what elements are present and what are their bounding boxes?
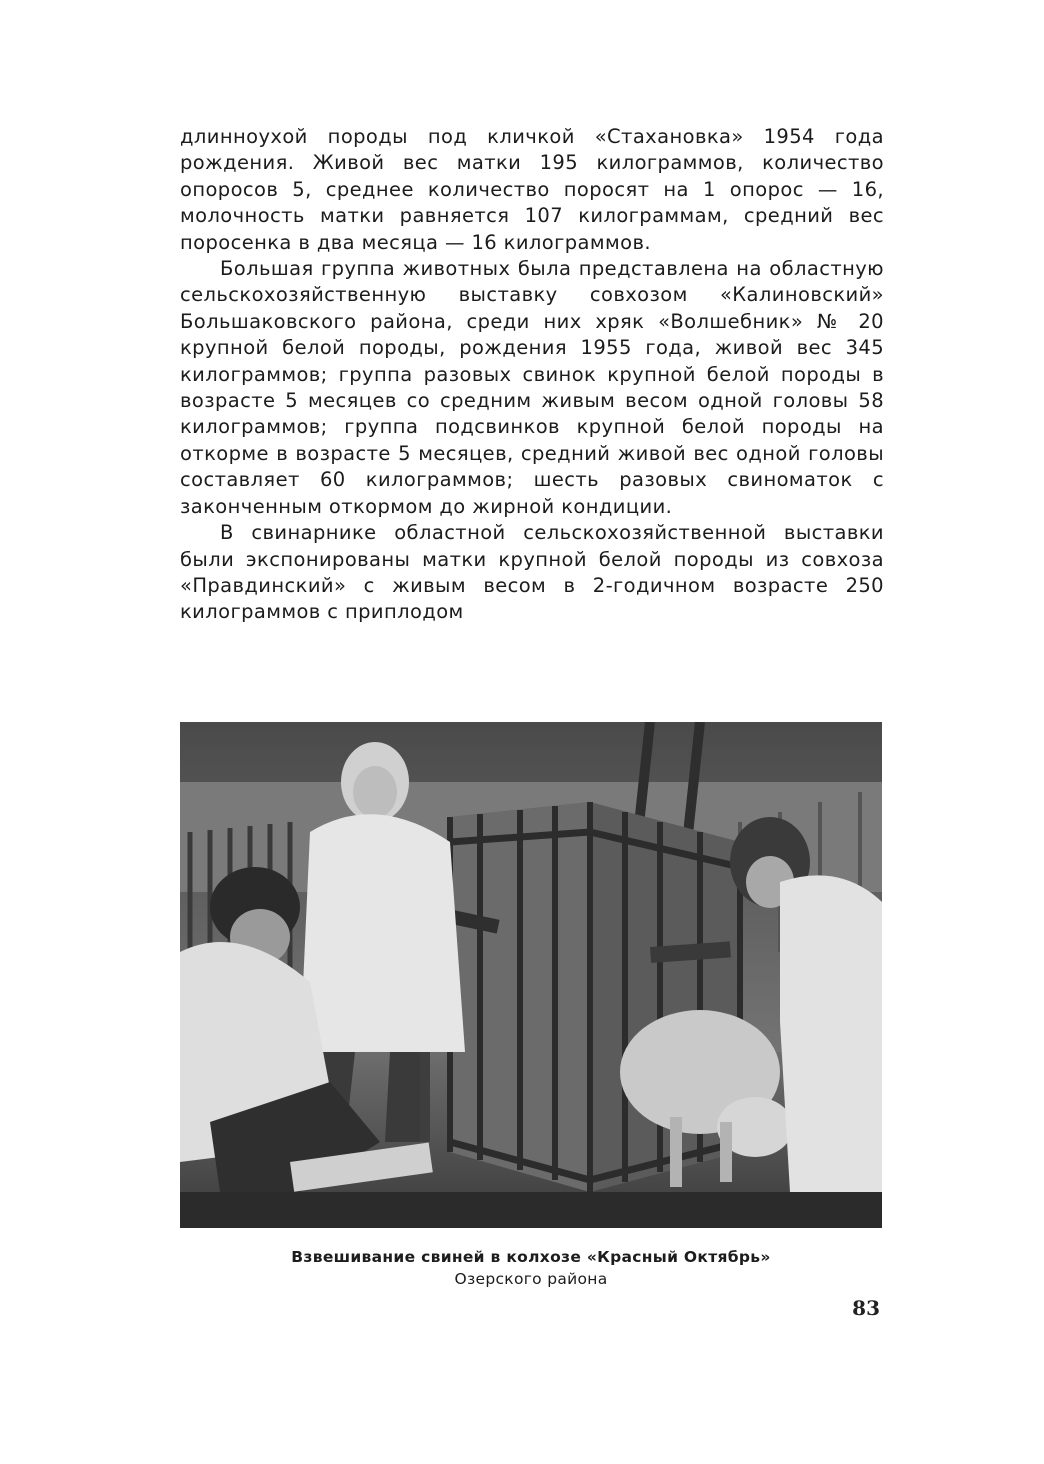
photo-caption — [180, 1246, 882, 1290]
paragraph-3: В свинарнике областной сельскохозяйственной выставки были экспонированы матки крупной белой породы из совхоза «Правдинский» с живым весом в 2-годичном возрасте 250 килограммов с приплодом — [180, 521, 884, 624]
caption-line-1: Взвешивание свиней в колхозе «Красный Октябрь» — [291, 1248, 771, 1266]
paragraph-2: Большая группа животных была представлена на областную сельскохозяйственную выставку совхозом «Калиновский» Большаковского района, среди них хряк «Волшебник» № 20 крупной белой породы, рождения 1955 года, живой вес 345 килограммов; группа разовых свинок крупной белой породы в возрасте 5 месяцев со средним живым весом одной головы 58 килограммов; группа подсвинков крупной белой породы на откорме в возрасте 5 месяцев, средний живой вес одной головы составляет 60 килограммов; шесть разовых свиноматок с законченным откормом до жирной кондиции. — [180, 257, 884, 518]
body-text — [180, 124, 884, 626]
photo-illustration — [180, 722, 882, 1228]
caption-line-2: Озерского района — [454, 1270, 608, 1288]
page-number: 83 — [852, 1296, 880, 1320]
paragraph-1: длинноухой породы под кличкой «Стахановка» 1954 года рождения. Живой вес матки 195 килограммов, количество опоросов 5, среднее количество поросят на 1 опорос — 16, молочность матки равняется 107 килограммам, средний вес поросенка в два месяца — 16 килограммов. — [180, 125, 884, 254]
photograph-pig-weighing — [180, 722, 882, 1228]
